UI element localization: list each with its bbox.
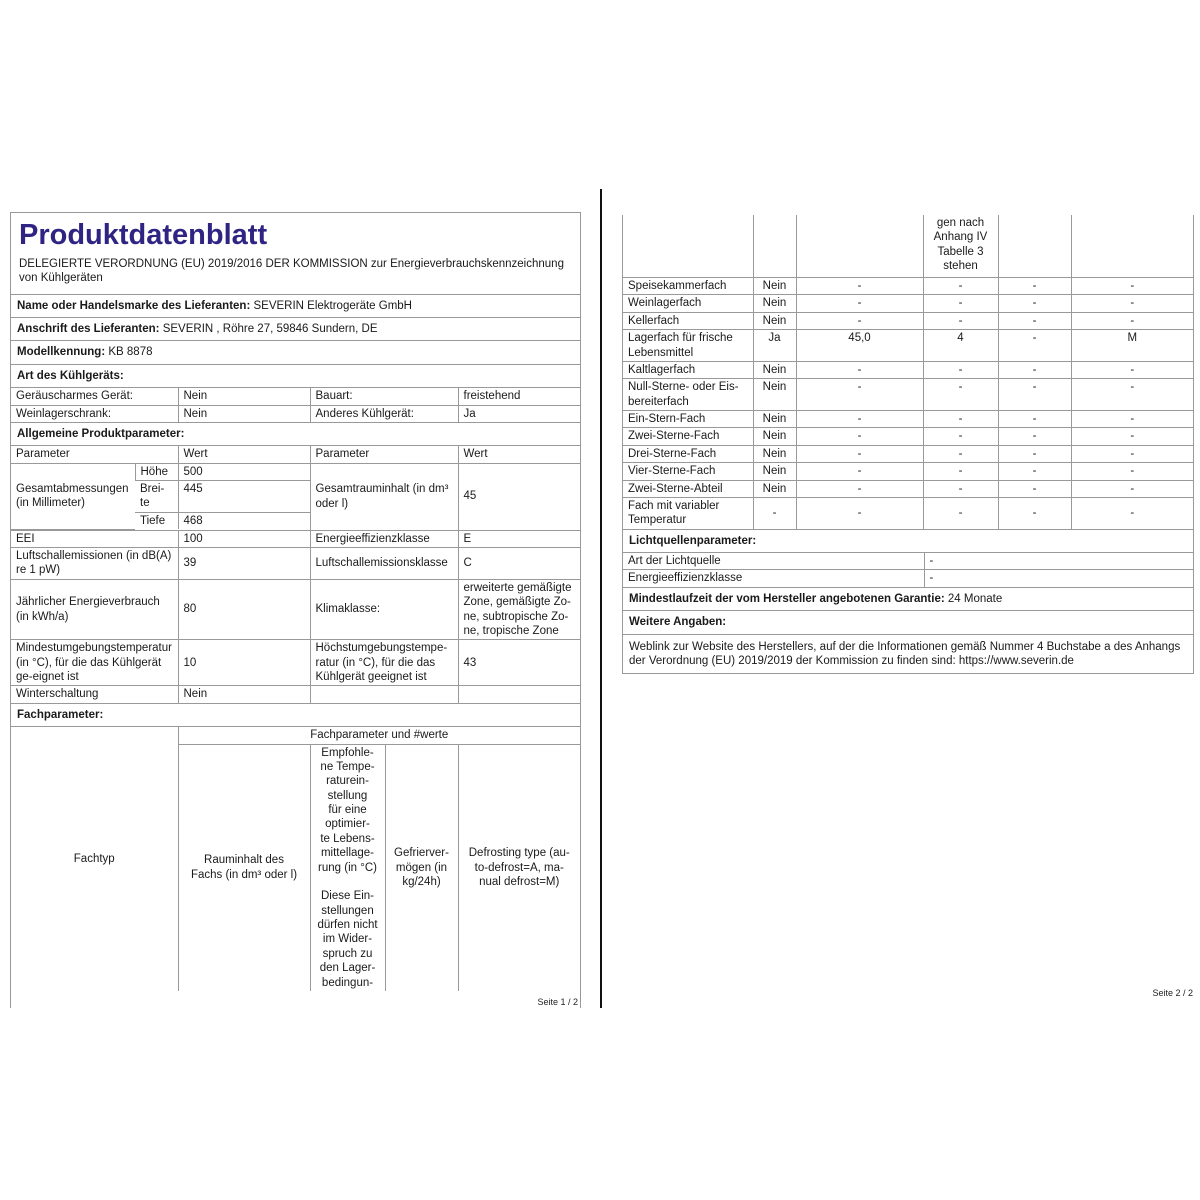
- table-header-row: [11, 446, 580, 463]
- model-id-label: Modellkennung:: [17, 346, 106, 359]
- fach-name-cell: Zwei-Sterne-Abteil: [623, 480, 753, 497]
- fach-defrost-cell: -: [1071, 361, 1193, 378]
- table-row: [623, 312, 1193, 329]
- fach-defrost-cell: -: [1071, 463, 1193, 480]
- fach-temp-cell: -: [923, 278, 998, 295]
- fach-defrost-cell: -: [1071, 497, 1193, 529]
- cell-label: Energieeffizienzklasse: [310, 530, 458, 547]
- fach-freeze-cell: -: [998, 312, 1071, 329]
- fach-defrost-cell: -: [1071, 480, 1193, 497]
- table-row: [11, 640, 580, 686]
- fach-temp-cell: -: [923, 428, 998, 445]
- table-row: [623, 553, 1193, 570]
- cell-label: Energieeffizienzklasse: [623, 570, 924, 587]
- dimension-value: 468: [178, 512, 310, 529]
- fach-volume-cell: -: [796, 428, 923, 445]
- header-continuation-row: [623, 215, 1193, 278]
- dimensions-row: [11, 463, 580, 530]
- column-header: Parameter: [310, 446, 458, 463]
- fach-temp-cell: -: [923, 295, 998, 312]
- fach-freeze-cell: -: [998, 295, 1071, 312]
- column-header: Wert: [458, 446, 580, 463]
- empty-cell: [796, 215, 923, 278]
- weblink-text: Weblink zur Website des Herstellers, auf der die Informationen gemäß Nummer 4 Buchstabe a des Anhangs der Verordnung (EU) 2019/2019 der Kommission zu finden sind:: [629, 640, 1181, 667]
- fach-name-cell: Kaltlagerfach: [623, 361, 753, 378]
- dimension-name: Höhe: [135, 464, 178, 481]
- fach-name-cell: Fach mit variabler Temperatur: [623, 497, 753, 529]
- cell-value: freistehend: [458, 388, 580, 405]
- fach-temp-cell: -: [923, 497, 998, 529]
- fach-freeze-cell: -: [998, 411, 1071, 428]
- fach-freeze-cell: -: [998, 445, 1071, 462]
- compartment-table-page2: [623, 215, 1193, 530]
- table-row: [623, 295, 1193, 312]
- page-number: Seite 1 / 2: [537, 996, 578, 1007]
- fach-freeze-cell: -: [998, 278, 1071, 295]
- dimensions-group-cell: [11, 463, 310, 530]
- cell-label: Bauart:: [310, 388, 458, 405]
- general-parameters-table: [11, 446, 580, 704]
- page-divider: [600, 189, 602, 1008]
- table-row: [623, 570, 1193, 587]
- fach-temp-cell: -: [923, 361, 998, 378]
- page-number: Seite 2 / 2: [1152, 988, 1193, 998]
- cell-value: Nein: [178, 405, 310, 422]
- warranty-label: Mindestlaufzeit der vom Hersteller angebotenen Garantie:: [629, 592, 945, 605]
- cell-value: 80: [178, 579, 310, 640]
- manufacturer-weblink[interactable]: https://www.severin.de: [958, 654, 1074, 667]
- column-header: Wert: [178, 446, 310, 463]
- fach-volume-cell: -: [796, 312, 923, 329]
- cell-label: Geräuscharmes Gerät:: [11, 388, 178, 405]
- cell-label: EEI: [11, 530, 178, 547]
- empty-cell: [623, 215, 753, 278]
- fach-present-cell: Nein: [753, 295, 796, 312]
- table-row: [623, 445, 1193, 462]
- fach-present-cell: Nein: [753, 480, 796, 497]
- compartment-span-header: Fachparameter und #werte: [178, 727, 580, 744]
- fach-name-cell: Speisekammerfach: [623, 278, 753, 295]
- fach-name-cell: Ein-Stern-Fach: [623, 411, 753, 428]
- fach-volume-cell: -: [796, 480, 923, 497]
- appliance-type-header: Art des Kühlgeräts:: [11, 365, 580, 388]
- cell-value: Nein: [178, 686, 310, 703]
- fach-present-cell: Ja: [753, 330, 796, 362]
- warranty-row: [623, 588, 1193, 611]
- fach-freeze-cell: -: [998, 379, 1071, 411]
- cell-value: 100: [178, 530, 310, 547]
- cell-value: Ja: [458, 405, 580, 422]
- light-source-header: Lichtquellenparameter:: [623, 530, 1193, 553]
- table-row: [623, 428, 1193, 445]
- cell-value: -: [924, 553, 1193, 570]
- fach-present-cell: -: [753, 497, 796, 529]
- fach-present-cell: Nein: [753, 361, 796, 378]
- table-row: [623, 330, 1193, 362]
- compartment-parameters-header: Fachparameter:: [11, 704, 580, 727]
- table-row: [11, 405, 580, 422]
- dimension-name: Tiefe: [140, 514, 166, 527]
- document-header: [11, 213, 580, 295]
- datasheet-page-1: [10, 212, 581, 1008]
- fach-name-cell: Null-Sterne- oder Eis-bereiterfach: [623, 379, 753, 411]
- dimensions-inner-table: [11, 464, 310, 530]
- cell-value: 45: [458, 463, 580, 530]
- fach-temp-cell: -: [923, 411, 998, 428]
- cell-value: C: [458, 548, 580, 580]
- dimensions-label: Gesamtabmessungen (in Millimeter): [11, 464, 135, 530]
- fach-volume-cell: 45,0: [796, 330, 923, 362]
- cell-label: Luftschallemissionen (in dB(A) re 1 pW): [11, 548, 178, 580]
- fach-freeze-cell: -: [998, 361, 1071, 378]
- supplier-name-label: Name oder Handelsmarke des Lieferanten:: [17, 299, 251, 312]
- compartment-table-page1: [11, 727, 580, 991]
- cell-label: Luftschallemissionsklasse: [310, 548, 458, 580]
- table-row: [11, 548, 580, 580]
- compartment-type-header: Fachtyp: [73, 852, 115, 865]
- fach-defrost-cell: -: [1071, 295, 1193, 312]
- fach-temp-cell: -: [923, 463, 998, 480]
- table-row: [623, 379, 1193, 411]
- table-row: [623, 411, 1193, 428]
- fach-freeze-cell: -: [998, 480, 1071, 497]
- fach-present-cell: Nein: [753, 445, 796, 462]
- table-row: [11, 579, 580, 640]
- table-row: [11, 686, 580, 703]
- cell-label: Mindestumgebungstemperatur (in °C), für die das Kühlgerät ge-eignet ist: [11, 640, 178, 686]
- fach-volume-cell: -: [796, 278, 923, 295]
- empty-cell: [753, 215, 796, 278]
- fach-name-cell: Lagerfach für frische Lebensmittel: [623, 330, 753, 362]
- fach-defrost-cell: M: [1071, 330, 1193, 362]
- fach-defrost-cell: -: [1071, 312, 1193, 329]
- fach-defrost-cell: -: [1071, 278, 1193, 295]
- cell-label: [310, 686, 458, 703]
- table-row: [11, 388, 580, 405]
- fach-name-cell: Drei-Sterne-Fach: [623, 445, 753, 462]
- cell-value: E: [458, 530, 580, 547]
- supplier-name-value: SEVERIN Elektrogeräte GmbH: [253, 299, 412, 312]
- light-source-table: [623, 553, 1193, 588]
- fach-defrost-cell: -: [1071, 445, 1193, 462]
- supplier-address-row: [11, 318, 580, 341]
- regulation-subtitle: DELEGIERTE VERORDNUNG (EU) 2019/2016 DER KOMMISSION zur Energieverbrauchskennzeichnung von Kühlgeräten: [19, 257, 564, 285]
- cell-label: Art der Lichtquelle: [623, 553, 924, 570]
- cell-label: Jährlicher Energieverbrauch (in kWh/a): [11, 579, 178, 640]
- cell-label: Klimaklasse:: [310, 579, 458, 640]
- page-title: Produktdatenblatt: [19, 219, 268, 251]
- cell-value: Nein: [178, 388, 310, 405]
- fach-name-cell: Vier-Sterne-Fach: [623, 463, 753, 480]
- general-parameters-header: Allgemeine Produktparameter:: [11, 423, 580, 446]
- fach-present-cell: Nein: [753, 428, 796, 445]
- table-row: [623, 463, 1193, 480]
- fach-present-cell: Nein: [753, 463, 796, 480]
- fach-freeze-cell: -: [998, 497, 1071, 529]
- header-continuation-text: gen nach Anhang IV Tabelle 3 stehen: [923, 215, 998, 278]
- fach-volume-cell: -: [796, 361, 923, 378]
- cell-value: erweiterte gemäßigte Zone, gemäßigte Zo-ne, subtropische Zo-ne, tropische Zone: [458, 579, 580, 640]
- datasheet-page-2: [622, 215, 1194, 674]
- model-id-value: KB 8878: [108, 346, 153, 359]
- column-header: Parameter: [11, 446, 178, 463]
- appliance-type-table: [11, 388, 580, 423]
- cell-value: 10: [178, 640, 310, 686]
- fach-volume-cell: -: [796, 445, 923, 462]
- cell-label: Winterschaltung: [11, 686, 178, 703]
- fach-temp-cell: -: [923, 379, 998, 411]
- cell-label: Anderes Kühlgerät:: [310, 405, 458, 422]
- fach-temp-cell: -: [923, 312, 998, 329]
- dimension-value: 500: [178, 464, 310, 481]
- column-header: Defrosting type (au- to-defrost=A, ma- nual defrost=M): [458, 744, 580, 991]
- fach-defrost-cell: -: [1071, 379, 1193, 411]
- supplier-name-row: [11, 295, 580, 318]
- table-row: [623, 480, 1193, 497]
- fach-volume-cell: -: [796, 463, 923, 480]
- fach-volume-cell: -: [796, 295, 923, 312]
- fach-temp-cell: -: [923, 480, 998, 497]
- table-row: [623, 278, 1193, 295]
- column-header: Gefrierver- mögen (in kg/24h): [385, 744, 458, 991]
- table-row: [11, 464, 310, 481]
- model-id-row: [11, 341, 580, 364]
- table-row: [11, 530, 580, 547]
- table-header-row: [11, 727, 580, 744]
- fach-freeze-cell: -: [998, 463, 1071, 480]
- table-row: [623, 497, 1193, 529]
- fach-volume-cell: -: [796, 379, 923, 411]
- fach-temp-cell: -: [923, 445, 998, 462]
- fach-volume-cell: -: [796, 497, 923, 529]
- supplier-address-value: SEVERIN , Röhre 27, 59846 Sundern, DE: [162, 323, 378, 336]
- fach-freeze-cell: -: [998, 330, 1071, 362]
- dimension-name: Brei-te: [135, 481, 178, 513]
- cell-value: 39: [178, 548, 310, 580]
- fach-temp-cell: 4: [923, 330, 998, 362]
- dimension-value: 445: [178, 481, 310, 513]
- fach-present-cell: Nein: [753, 411, 796, 428]
- fach-present-cell: Nein: [753, 312, 796, 329]
- warranty-value: 24 Monate: [947, 592, 1003, 605]
- cell-label: Höchstumgebungstempe-ratur (in °C), für die das Kühlgerät geeignet ist: [310, 640, 458, 686]
- cell-label: Gesamtrauminhalt (in dm³ oder l): [310, 463, 458, 530]
- cell-value: -: [924, 570, 1193, 587]
- fach-name-cell: Weinlagerfach: [623, 295, 753, 312]
- supplier-address-label: Anschrift des Lieferanten:: [17, 323, 160, 336]
- cell-label: Weinlagerschrank:: [11, 405, 178, 422]
- fach-defrost-cell: -: [1071, 411, 1193, 428]
- column-header: Empfohle- ne Tempe- raturein- stellung für eine optimier- te Lebens- mittellage- rung (in °C) Diese Ein- stellungen dürfen nicht im Wider- spruch zu den Lager- bedingun-: [310, 744, 385, 991]
- fach-present-cell: Nein: [753, 278, 796, 295]
- column-header: Rauminhalt des Fachs (in dm³ oder l): [178, 744, 310, 991]
- empty-cell: [1071, 215, 1193, 278]
- fach-name-cell: Zwei-Sterne-Fach: [623, 428, 753, 445]
- fach-name-cell: Kellerfach: [623, 312, 753, 329]
- fach-volume-cell: -: [796, 411, 923, 428]
- weblink-row: [623, 635, 1193, 674]
- empty-cell: [998, 215, 1071, 278]
- cell-value: 43: [458, 640, 580, 686]
- table-row: [623, 361, 1193, 378]
- cell-value: [458, 686, 580, 703]
- fach-freeze-cell: -: [998, 428, 1071, 445]
- fach-present-cell: Nein: [753, 379, 796, 411]
- fach-defrost-cell: -: [1071, 428, 1193, 445]
- further-info-header: Weitere Angaben:: [623, 611, 1193, 634]
